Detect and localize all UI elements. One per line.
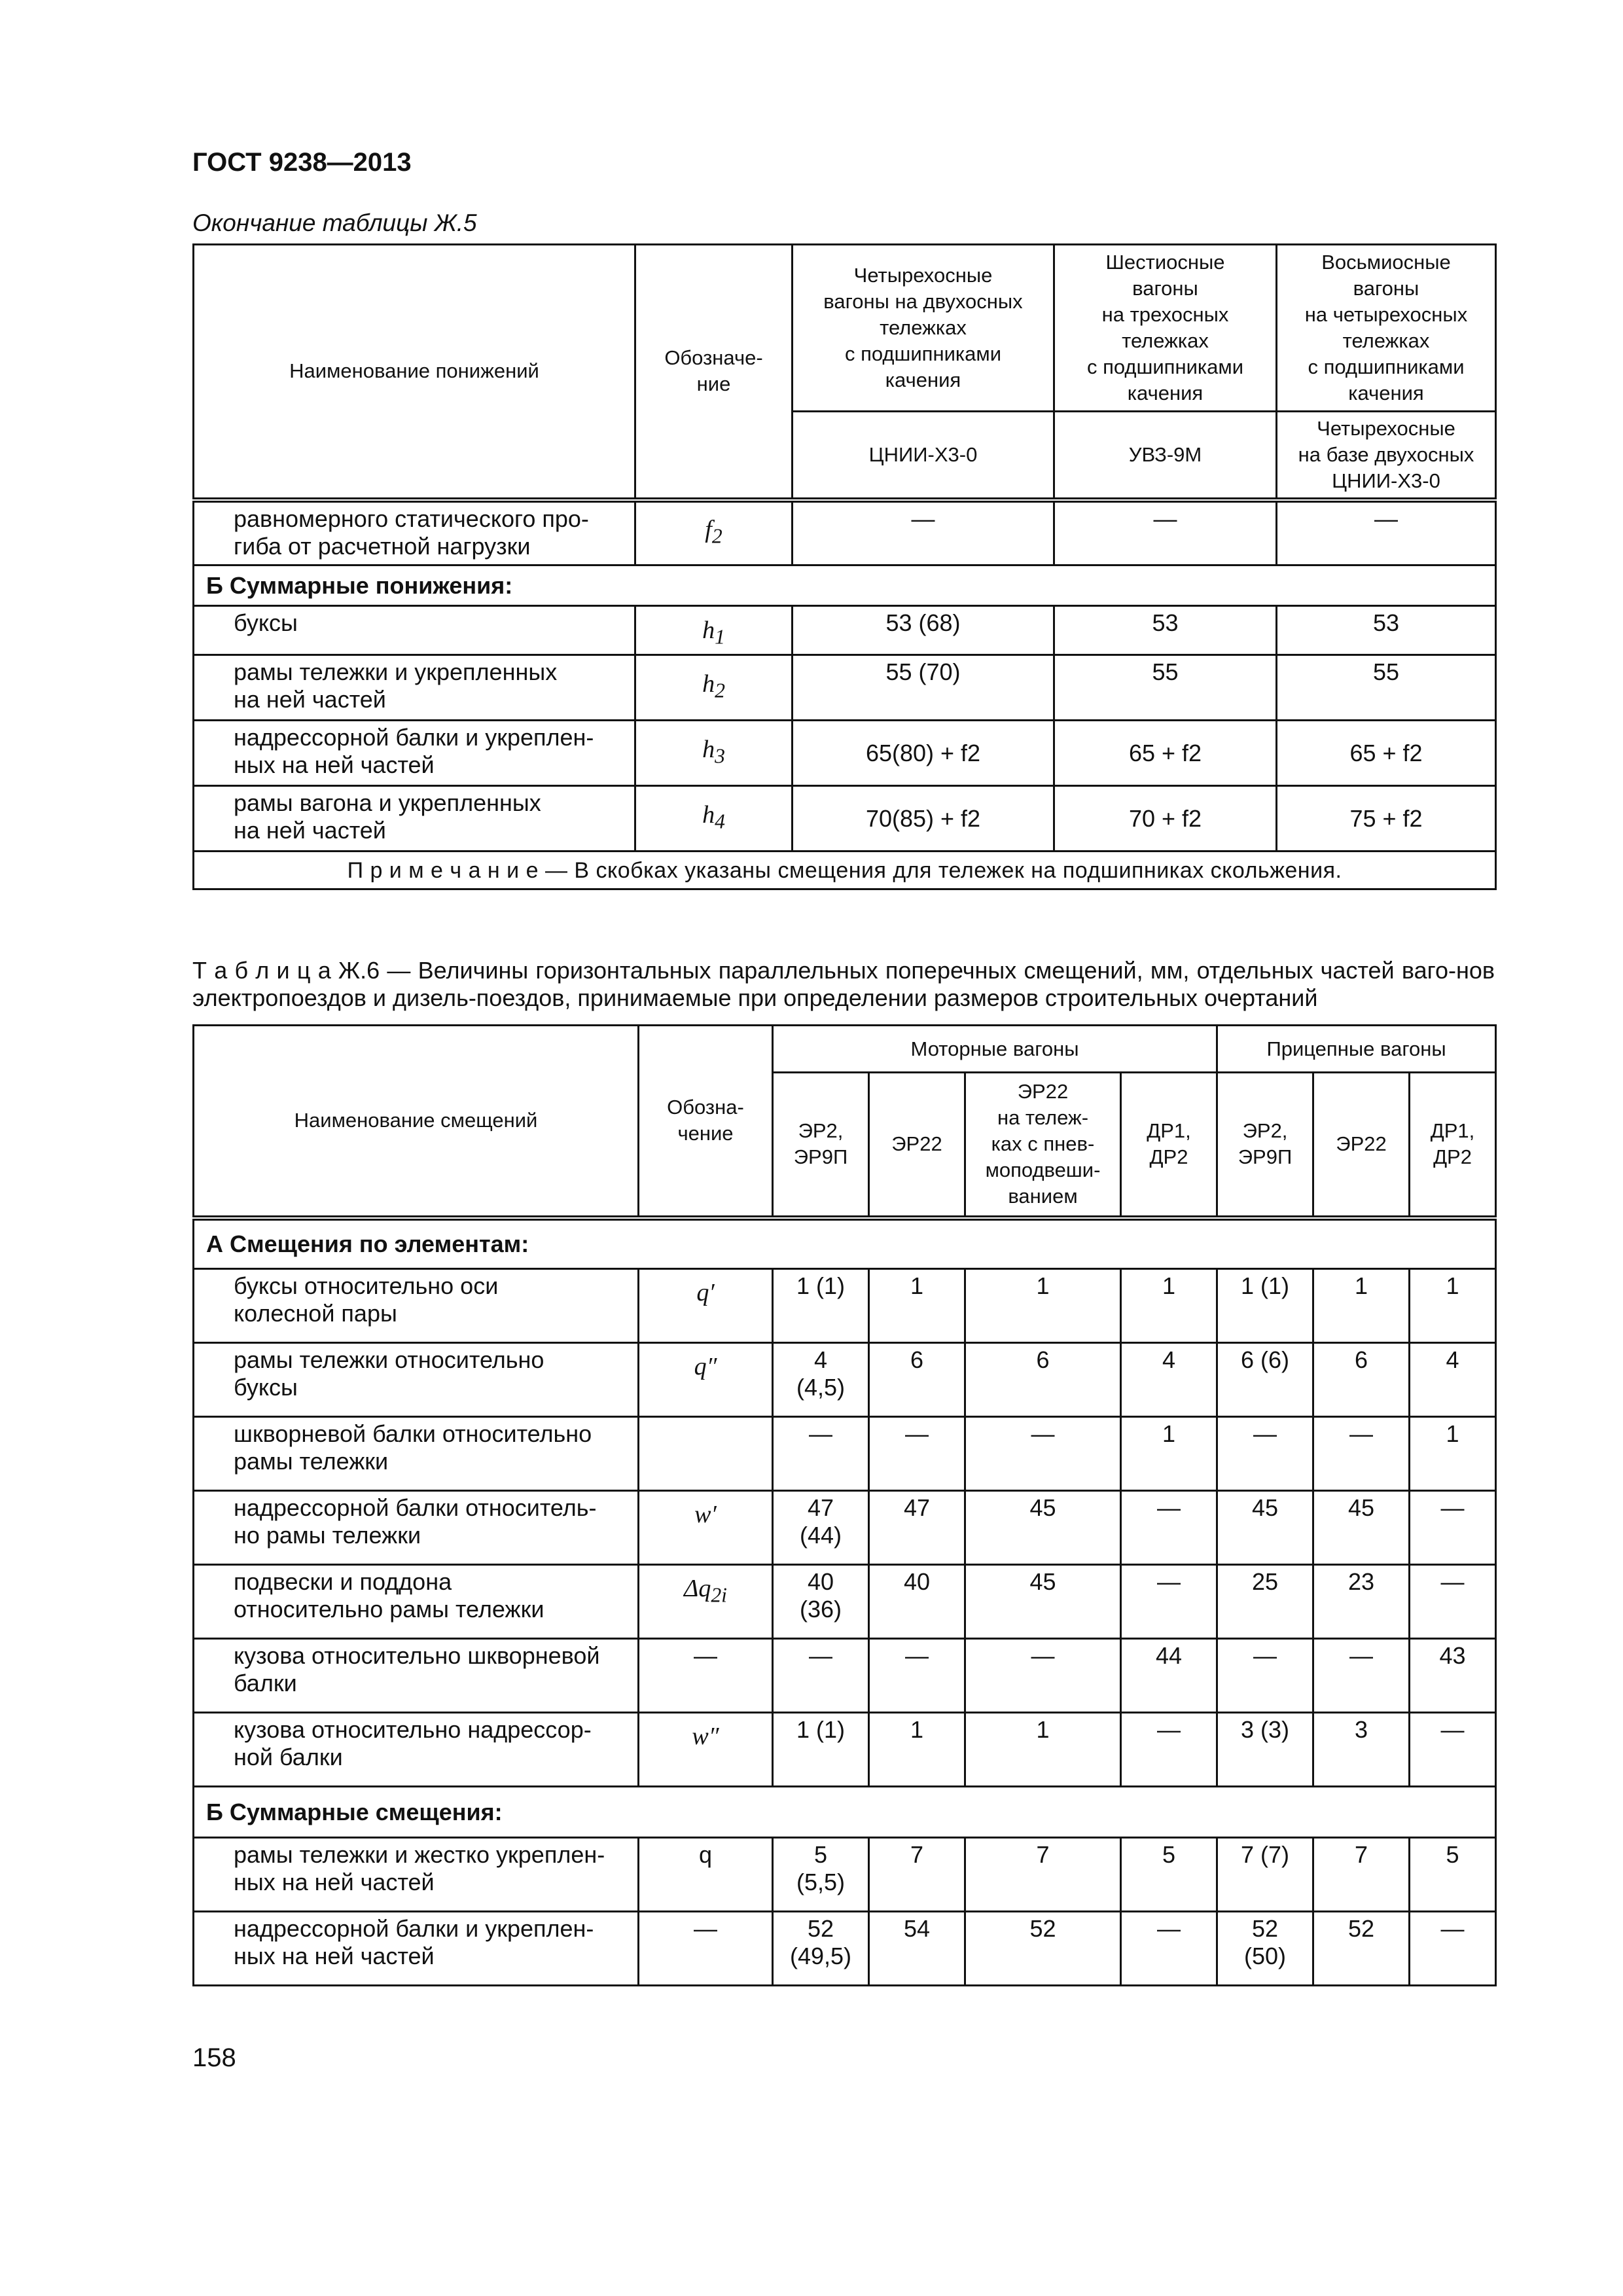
row-symbol: q	[639, 1838, 773, 1912]
cell: —	[1410, 1713, 1496, 1787]
cell: —	[1054, 500, 1277, 565]
cell: 25	[1217, 1565, 1313, 1639]
row-name: рамы тележки и укрепленных на ней частей	[194, 655, 635, 721]
row-symbol: —	[639, 1912, 773, 1986]
row-name: надрессорной балки и укреплен- ных на ней частей	[194, 1912, 639, 1986]
cell: 52 (50)	[1217, 1912, 1313, 1986]
cell: 4	[1410, 1343, 1496, 1417]
cell: 7	[965, 1838, 1121, 1912]
cell: 7 (7)	[1217, 1838, 1313, 1912]
cell: 6	[869, 1343, 965, 1417]
row-symbol: q′	[639, 1269, 773, 1343]
col-header-symbol: Обозна- чение	[639, 1026, 773, 1218]
cell: 52	[1313, 1912, 1410, 1986]
row-symbol: $\Delta q_{2i}$	[639, 1565, 773, 1639]
cell: —	[1121, 1565, 1217, 1639]
cell: 6	[965, 1343, 1121, 1417]
cell: 53	[1277, 606, 1496, 655]
cell: 3	[1313, 1713, 1410, 1787]
cell: 4 (4,5)	[773, 1343, 869, 1417]
table-row	[194, 1713, 1496, 1787]
row-name: буксы	[194, 606, 635, 655]
cell: 44	[1121, 1639, 1217, 1713]
cell: 40	[869, 1565, 965, 1639]
cell: —	[1410, 1491, 1496, 1565]
cell: —	[965, 1417, 1121, 1491]
table-row	[194, 1565, 1496, 1639]
cell: 52 (49,5)	[773, 1912, 869, 1986]
cell: 7	[869, 1838, 965, 1912]
row-symbol: $h_4$	[635, 786, 793, 852]
cell: —	[1313, 1417, 1410, 1491]
cell: 43	[1410, 1639, 1496, 1713]
cell: 55 (70)	[793, 655, 1054, 721]
col-header-symbol: Обозначе- ние	[635, 245, 793, 500]
table1-caption: Окончание таблицы Ж.5	[192, 209, 477, 236]
cell: 5	[1410, 1838, 1496, 1912]
table-zh5-end	[192, 243, 1497, 890]
row-symbol	[639, 1417, 773, 1491]
table-row	[194, 1912, 1496, 1986]
row-symbol: $h_3$	[635, 721, 793, 786]
cell: 65 + f2	[1054, 721, 1277, 786]
cell: 65(80) + f2	[793, 721, 1054, 786]
subcol-header: ДР1, ДР2	[1410, 1073, 1496, 1218]
page-number: 158	[192, 2043, 236, 2072]
cell: —	[1121, 1491, 1217, 1565]
cell: —	[1313, 1639, 1410, 1713]
cell: 1	[1121, 1269, 1217, 1343]
row-symbol: $h_1$	[635, 606, 793, 655]
cell: 1	[1121, 1417, 1217, 1491]
row-name: буксы относительно оси колесной пары	[194, 1269, 639, 1343]
cell: —	[773, 1639, 869, 1713]
cell: 53	[1054, 606, 1277, 655]
cell: —	[1410, 1565, 1496, 1639]
cell: 6	[1313, 1343, 1410, 1417]
section-header: Б Суммарные смещения:	[194, 1787, 1496, 1838]
row-name: рамы тележки относительно буксы	[194, 1343, 639, 1417]
section-header: А Смещения по элементам:	[194, 1218, 1496, 1269]
cell: 1	[965, 1713, 1121, 1787]
row-name: равномерного статического про- гиба от расчетной нагрузки	[194, 500, 635, 565]
cell: 1 (1)	[1217, 1269, 1313, 1343]
cell: 1 (1)	[773, 1713, 869, 1787]
cell: —	[793, 500, 1054, 565]
table-zh6	[192, 1024, 1497, 1986]
subheader-cnii: ЦНИИ-Х3-0	[793, 412, 1054, 500]
cell: 3 (3)	[1217, 1713, 1313, 1787]
cell: 40 (36)	[773, 1565, 869, 1639]
cell: 47 (44)	[773, 1491, 869, 1565]
cell: —	[1277, 500, 1496, 565]
row-name: рамы вагона и укрепленных на ней частей	[194, 786, 635, 852]
cell: —	[965, 1639, 1121, 1713]
cell: 53 (68)	[793, 606, 1054, 655]
cell: 23	[1313, 1565, 1410, 1639]
subcol-header: ЭР22	[1313, 1073, 1410, 1218]
subcol-header: ЭР22	[869, 1073, 965, 1218]
row-name: рамы тележки и жестко укреплен- ных на ней частей	[194, 1838, 639, 1912]
cell: 1	[1313, 1269, 1410, 1343]
cell: 1 (1)	[773, 1269, 869, 1343]
subcol-header: ЭР22 на тележ- ках с пнев- моподвеши- ванием	[965, 1073, 1121, 1218]
cell: —	[1217, 1639, 1313, 1713]
table-row	[194, 1343, 1496, 1417]
cell: —	[773, 1417, 869, 1491]
subcol-header: ДР1, ДР2	[1121, 1073, 1217, 1218]
cell: 1	[1410, 1417, 1496, 1491]
cell: 70 + f2	[1054, 786, 1277, 852]
cell: 45	[965, 1491, 1121, 1565]
row-symbol: $f_2$	[635, 500, 793, 565]
cell: 55	[1277, 655, 1496, 721]
subheader-uvz: УВЗ-9М	[1054, 412, 1277, 500]
row-name: шкворневой балки относительно рамы тележки	[194, 1417, 639, 1491]
table2-caption: Т а б л и ц а Ж.6 — Величины горизонтальных параллельных поперечных смещений, мм, отдельных частей ваго-нов электропоездов и дизель-поездов, принимаемые при определении размеров строительных очертаний	[192, 957, 1495, 1011]
cell: —	[1121, 1912, 1217, 1986]
cell: 45	[965, 1565, 1121, 1639]
cell: 75 + f2	[1277, 786, 1496, 852]
cell: —	[1121, 1713, 1217, 1787]
cell: 1	[965, 1269, 1121, 1343]
row-symbol: w′	[639, 1491, 773, 1565]
row-name: подвески и поддона относительно рамы тележки	[194, 1565, 639, 1639]
cell: 55	[1054, 655, 1277, 721]
table-row	[194, 1417, 1496, 1491]
cell: 1	[869, 1269, 965, 1343]
cell: 70(85) + f2	[793, 786, 1054, 852]
table-row	[194, 1491, 1496, 1565]
cell: 4	[1121, 1343, 1217, 1417]
cell: 5 (5,5)	[773, 1838, 869, 1912]
col-header-4axle: Четырехосные вагоны на двухосных тележках с подшипниками качения	[793, 245, 1054, 412]
col-header-8axle: Восьмиосные вагоны на четырехосных тележках с подшипниками качения	[1277, 245, 1496, 412]
cell: —	[1217, 1417, 1313, 1491]
row-name: кузова относительно надрессор- ной балки	[194, 1713, 639, 1787]
cell: 7	[1313, 1838, 1410, 1912]
row-symbol: q″	[639, 1343, 773, 1417]
section-header: Б Суммарные понижения:	[194, 565, 1496, 606]
col-header-6axle: Шестиосные вагоны на трехосных тележках с подшипниками качения	[1054, 245, 1277, 412]
cell: 1	[869, 1713, 965, 1787]
group-header-trailer: Прицепные вагоны	[1217, 1026, 1496, 1073]
group-header-motor: Моторные вагоны	[773, 1026, 1217, 1073]
cell: 47	[869, 1491, 965, 1565]
row-name: надрессорной балки и укреплен- ных на ней частей	[194, 721, 635, 786]
cell: 5	[1121, 1838, 1217, 1912]
table-row	[194, 1639, 1496, 1713]
subcol-header: ЭР2, ЭР9П	[1217, 1073, 1313, 1218]
cell: 65 + f2	[1277, 721, 1496, 786]
table-row	[194, 1269, 1496, 1343]
cell: —	[869, 1639, 965, 1713]
cell: 45	[1313, 1491, 1410, 1565]
row-name: надрессорной балки относитель- но рамы тележки	[194, 1491, 639, 1565]
cell: —	[1410, 1912, 1496, 1986]
cell: 1	[1410, 1269, 1496, 1343]
subheader-4axle-base: Четырехосные на базе двухосных ЦНИИ-Х3-0	[1277, 412, 1496, 500]
table-row	[194, 1838, 1496, 1912]
col-header-name: Наименование понижений	[194, 245, 635, 500]
row-symbol: w″	[639, 1713, 773, 1787]
col-header-name: Наименование смещений	[194, 1026, 639, 1218]
subcol-header: ЭР2, ЭР9П	[773, 1073, 869, 1218]
row-symbol: —	[639, 1639, 773, 1713]
cell: 52	[965, 1912, 1121, 1986]
row-name: кузова относительно шкворневой балки	[194, 1639, 639, 1713]
cell: —	[869, 1417, 965, 1491]
table-note: П р и м е ч а н и е — В скобках указаны смещения для тележек на подшипниках скольжения.	[194, 852, 1496, 889]
cell: 6 (6)	[1217, 1343, 1313, 1417]
cell: 45	[1217, 1491, 1313, 1565]
cell: 54	[869, 1912, 965, 1986]
document-code: ГОСТ 9238—2013	[192, 148, 412, 177]
row-symbol: $h_2$	[635, 655, 793, 721]
